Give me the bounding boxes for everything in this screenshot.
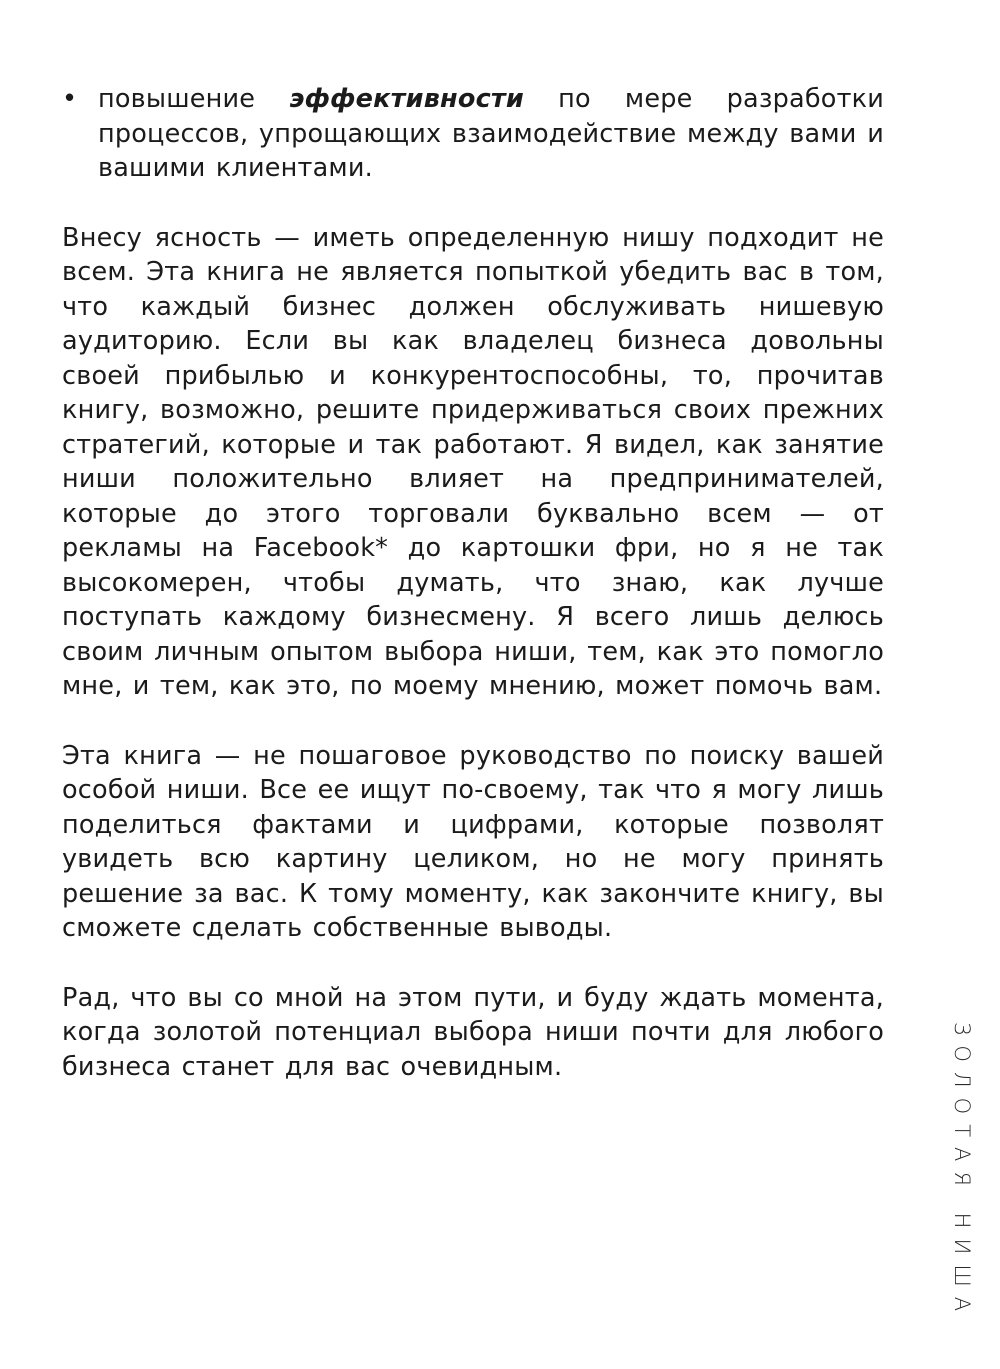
- bullet-text-after: по мере разработки процессов, упрощающих взаимодействие между вами и вашими клиентами.: [98, 84, 884, 183]
- bullet-emphasis: эффективности: [289, 84, 524, 114]
- bullet-text: [98, 82, 884, 186]
- running-title: ЗОЛОТАЯ НИША: [950, 1022, 974, 1322]
- bullet-marker: •: [62, 84, 78, 114]
- paragraph-2: Эта книга — не пошаговое руководство по поиску вашей особой ниши. Все ее ищут по-своему, так что я могу лишь поделиться фактами и цифрами, которые позволят увидеть всю картину целиком, но не могу принять решение за вас. К тому моменту, как закончите книгу, вы сможете сделать собственные выводы.: [62, 740, 884, 943]
- paragraph-3: Рад, что вы со мной на этом пути, и буду ждать момента, когда золотой потенциал выбора ниши почти для любого бизнеса станет для вас очевидным.: [62, 982, 884, 1082]
- bullet-item: [62, 82, 884, 186]
- paragraph-1: Внесу ясность — иметь определенную нишу подходит не всем. Эта книга не является попыткой убедить вас в том, что каждый бизнес должен обслуживать нишевую аудиторию. Если вы как владелец бизнеса довольны своей прибылью и конкурентоспособны, то, прочитав книгу, возможно, решите придерживаться своих прежних стратегий, которые и так работают. Я видел, как занятие ниши положительно влияет на предпринимателей, которые до этого торговали буквально всем — от рекламы на Facebook* до картошки фри, но я не так высокомерен, чтобы думать, что знаю, как лучше поступать каждому бизнесмену. Я всего лишь делюсь своим личным опытом выбора ниши, тем, как это помогло мне, и тем, как это, по моему мнению, может помочь вам.: [62, 222, 884, 701]
- bullet-text-before: повышение: [98, 84, 290, 114]
- page-body: [62, 82, 884, 1084]
